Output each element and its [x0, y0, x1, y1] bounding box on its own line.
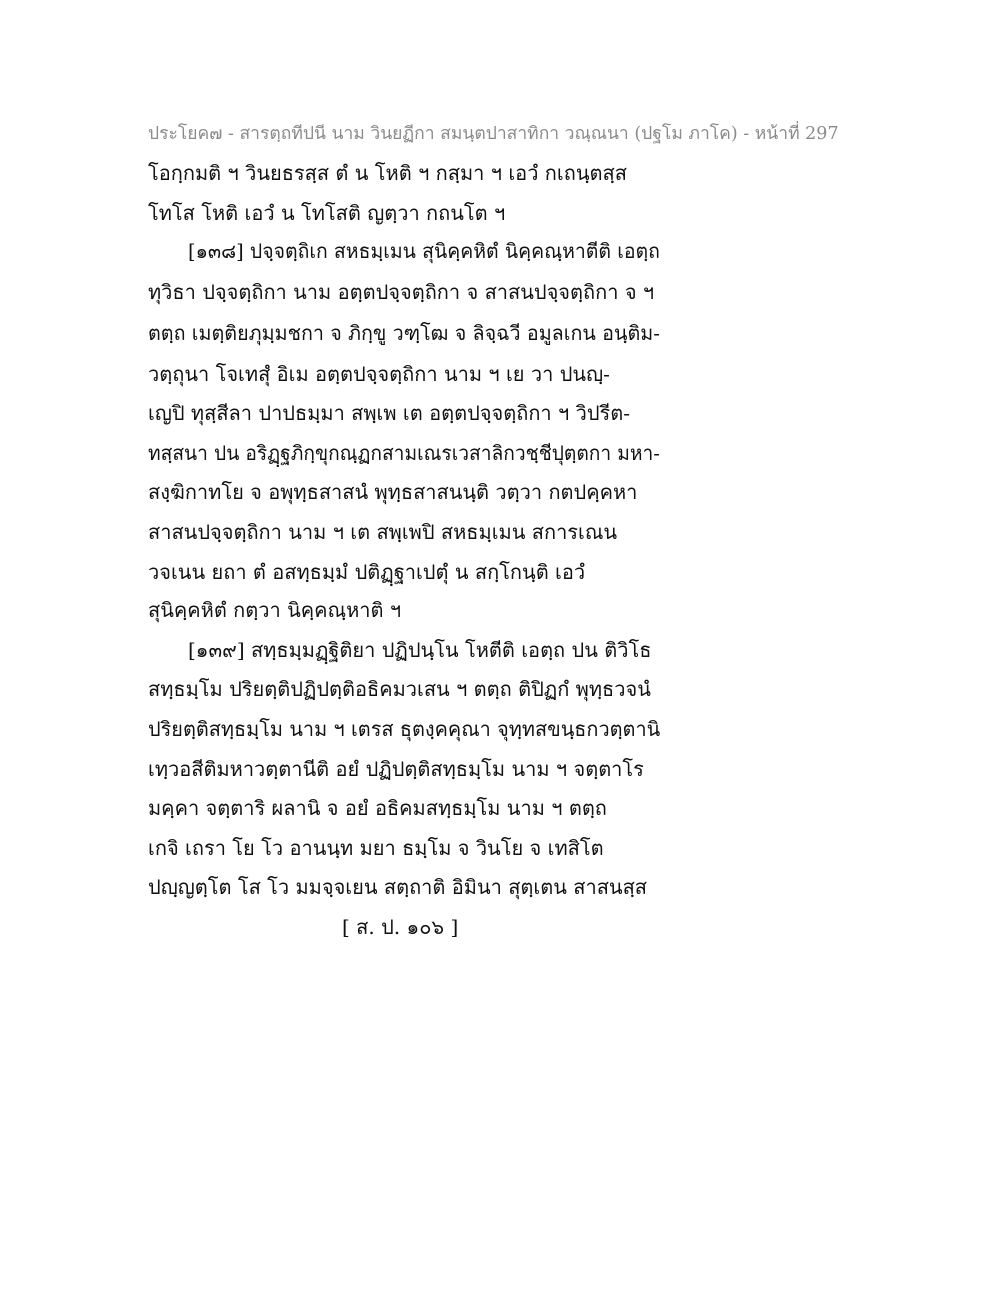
text-line: ตตฺถ เมตฺติยภุมฺมชกา จ ภิกฺขู วฑฺโฒ จ ลิจฺฉวี อมูลเกน อนฺติม- [148, 321, 660, 345]
text-line: สาสนปจฺจตฺถิกา นาม ฯ เต สพฺเพปิ สหธมฺเมน สการเณน [148, 520, 618, 544]
text-line: วตฺถุนา โจเทสุํ อิเม อตฺตปจฺจตฺถิกา นาม ฯ เย วา ปนญฺ- [148, 362, 610, 386]
paragraph-138-first-line: [๑๓๘] ปจฺจตฺถิเก สหธมฺเมน สุนิคฺคหิตํ นิคฺคณฺหาตีติ เอตฺถ [188, 239, 660, 263]
text-line: ทสฺสนา ปน อริฏฺฐภิกฺขุกณฺฏกสามเณรเวสาลิกวชฺชีปุตฺตกา มหา- [148, 441, 660, 465]
page-reference-footer: [ ส. ป. ๑๐๖ ] [342, 915, 459, 939]
text-line: เกจิ เถรา โย โว อานนฺท มยา ธมฺโม จ วินโย จ เทสิโต [148, 836, 604, 860]
text-line: โอกฺกมติ ฯ วินยธรสฺส ตํ น โหติ ฯ กสฺมา ฯ เอวํ กเถนฺตสฺส [148, 161, 627, 185]
paragraph-139-first-line: [๑๓๙] สทฺธมฺมฏฺฐิติยา ปฏิปนฺโน โหตีติ เอตฺถ ปน ติวิโธ [188, 638, 652, 662]
page-header: ประโยค๗ - สารตฺถทีปนี นาม วินยฏีกา สมนฺตปาสาทิกา วณฺณนา (ปฐโม ภาโค) - หน้าที่ 297 [148, 124, 839, 144]
text-line: ปริยตฺติสทฺธมฺโม นาม ฯ เตรส ธุตงฺคคุณา จุทฺทสขนฺธกวตฺตานิ [148, 717, 661, 741]
text-line: สทฺธมฺโม ปริยตฺติปฏิปตฺติอธิคมวเสน ฯ ตตฺถ ติปิฏกํ พุทฺธวจนํ [148, 677, 651, 701]
text-line: เทฺวอสีติมหาวตฺตานีติ อยํ ปฏิปตฺติสทฺธมฺโม นาม ฯ จตฺตาโร [148, 757, 644, 781]
text-line: วจเนน ยถา ตํ อสทฺธมฺมํ ปติฏฺฐาเปตุํ น สกฺโกนฺติ เอวํ [148, 560, 586, 584]
text-line: สุนิคฺคหิตํ กตฺวา นิคฺคณฺหาติ ฯ [148, 598, 402, 622]
text-line: ทุวิธา ปจฺจตฺถิกา นาม อตฺตปจฺจตฺถิกา จ สาสนปจฺจตฺถิกา จ ฯ [148, 280, 655, 304]
text-line: เญปิ ทุสฺสีลา ปาปธมฺมา สพฺเพ เต อตฺตปจฺจตฺถิกา ฯ วิปรีต- [148, 401, 631, 425]
text-line: ปญฺญตฺโต โส โว มมจฺจเยน สตฺถาติ อิมินา สุตฺเตน สาสนสฺส [148, 875, 647, 899]
text-line: มคฺคา จตฺตาริ ผลานิ จ อยํ อธิคมสทฺธมฺโม นาม ฯ ตตฺถ [148, 796, 607, 820]
text-line: โทโส โหติ เอวํ น โทโสติ ญตฺวา กถนโต ฯ [148, 201, 506, 225]
text-line: สงฺฆิกาทโย จ อพุทฺธสาสนํ พุทฺธสาสนนฺติ วตฺวา กตปคฺคหา [148, 480, 638, 504]
